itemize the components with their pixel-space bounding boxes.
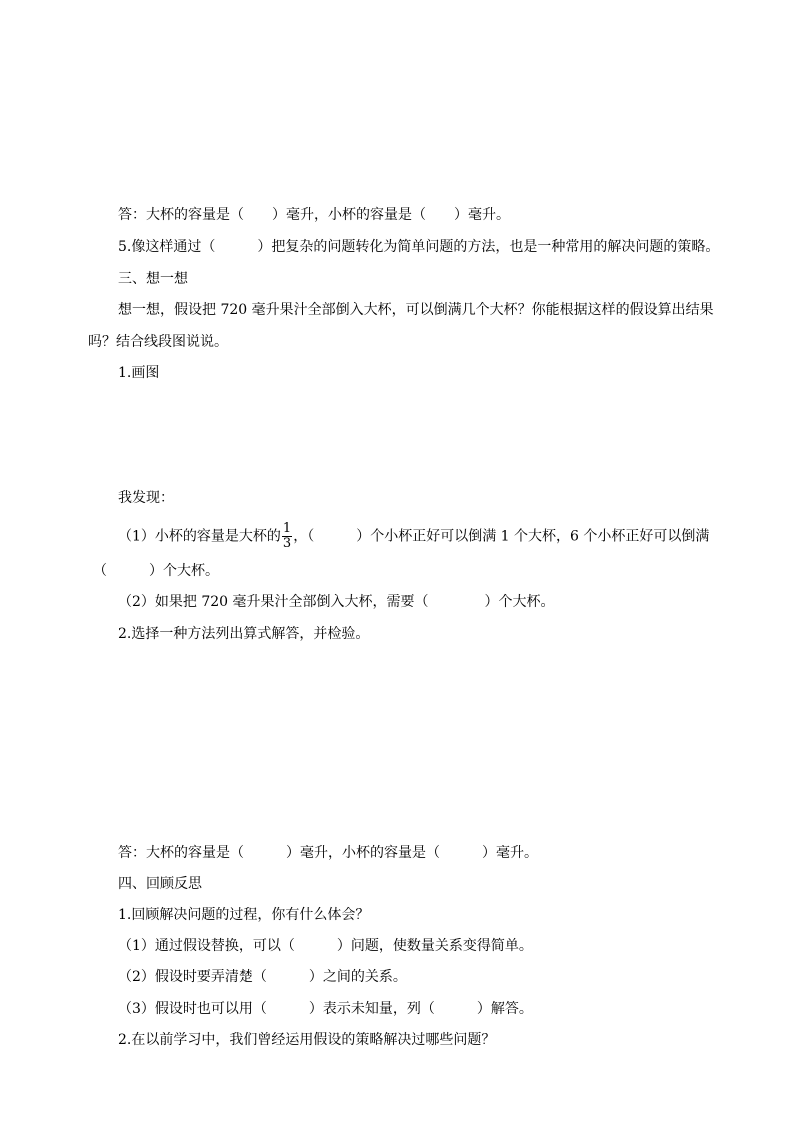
discovery-item-1-text-b: ，（ ）个小杯正好可以倒满 1 个大杯，6 个小杯正好可以倒满 <box>293 528 710 545</box>
answer-line-1: 答：大杯的容量是（ ）毫升，小杯的容量是（ ）毫升。 <box>118 207 510 223</box>
review-item-2: （2）假设时要弄清楚（ ）之间的关系。 <box>118 969 407 985</box>
discovery-item-1 <box>118 522 709 551</box>
discovery-heading: 我发现： <box>118 490 174 506</box>
think-paragraph-line-2: 吗？结合线段图说说。 <box>88 334 228 350</box>
discovery-item-1-continued: （ ）个大杯。 <box>93 563 219 579</box>
think-paragraph-line-1: 想一想，假设把 720 毫升果汁全部倒入大杯，可以倒满几个大杯？你能根据这样的假设算出结果 <box>118 302 714 318</box>
fraction-numerator: 1 <box>282 521 292 536</box>
question-5: 5.像这样通过（ ）把复杂的问题转化为简单问题的方法，也是一种常用的解决问题的策略。 <box>118 239 720 255</box>
review-question-2: 2.在以前学习中，我们曾经运用假设的策略解决过哪些问题？ <box>118 1032 496 1048</box>
answer-line-2: 答：大杯的容量是（ ）毫升，小杯的容量是（ ）毫升。 <box>118 845 538 861</box>
discovery-item-1-text-a: （1）小杯的容量是大杯的 <box>118 528 281 545</box>
review-question-1: 1.回顾解决问题的过程，你有什么体会？ <box>118 907 370 923</box>
fraction-denominator: 3 <box>282 536 292 551</box>
review-item-1: （1）通过假设替换，可以（ ）问题，使数量关系变得简单。 <box>118 938 533 954</box>
discovery-item-2: （2）如果把 720 毫升果汁全部倒入大杯，需要（ ）个大杯。 <box>118 594 555 610</box>
section-heading-think: 三、想一想 <box>118 271 188 287</box>
one-third-fraction <box>282 522 292 551</box>
review-item-3: （3）假设时也可以用（ ）表示未知量，列（ ）解答。 <box>118 1001 533 1017</box>
section-heading-review: 四、回顾反思 <box>118 876 202 892</box>
draw-diagram-label: 1.画图 <box>118 365 160 381</box>
method-instruction: 2.选择一种方法列出算式解答，并检验。 <box>118 626 370 642</box>
